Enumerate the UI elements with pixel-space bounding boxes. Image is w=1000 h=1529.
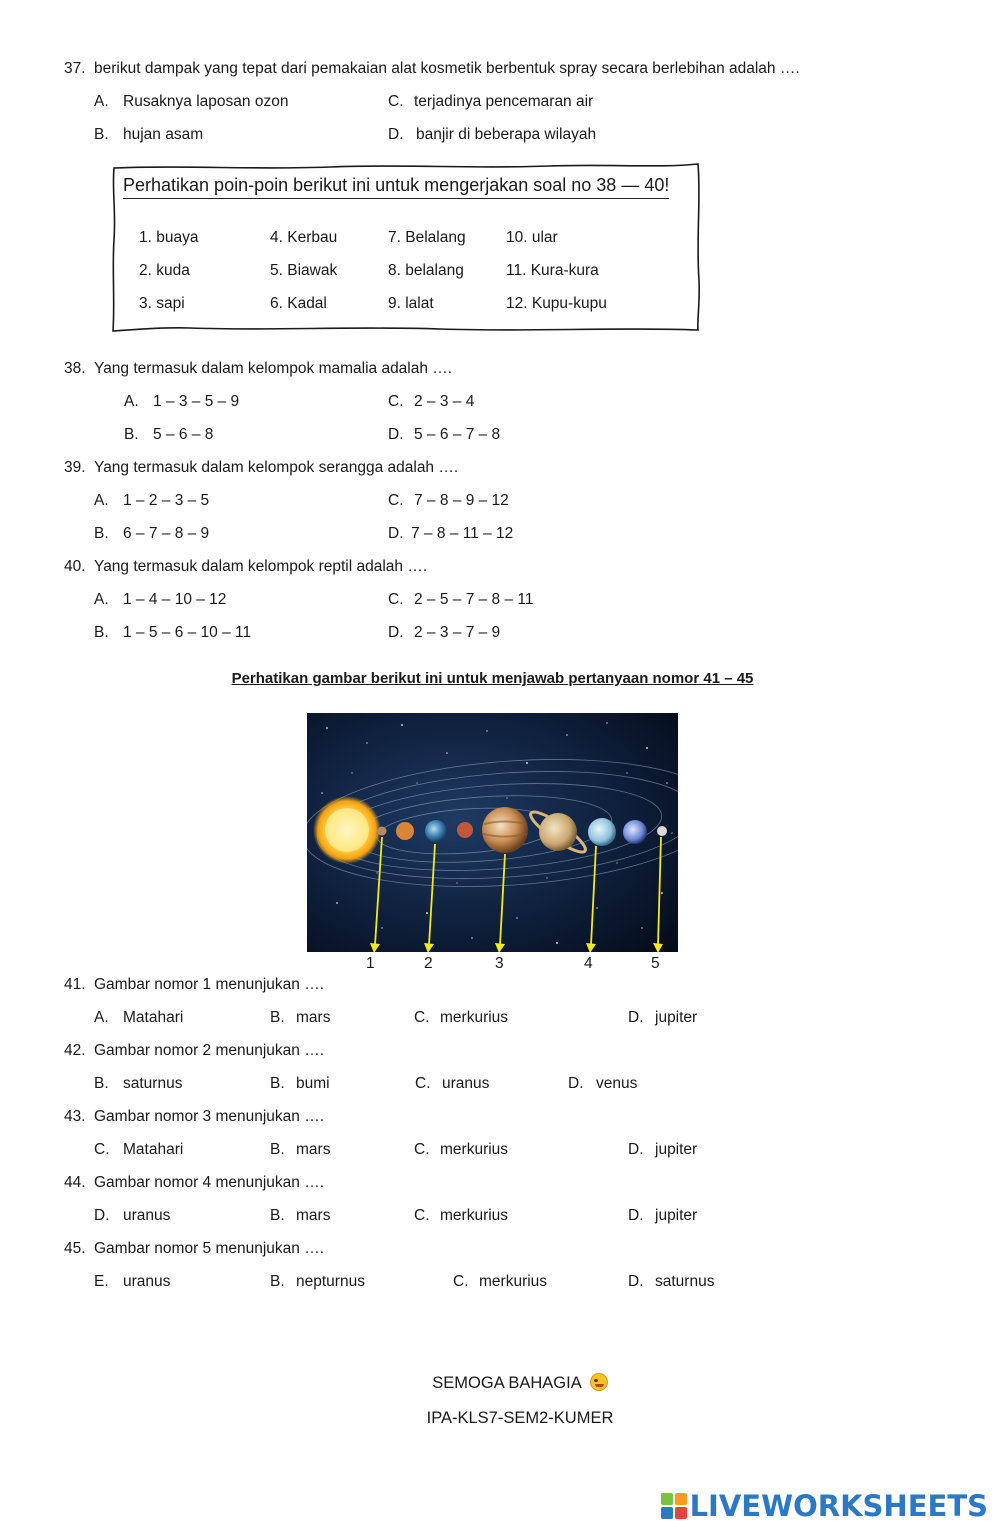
logo-grid-icon — [661, 1493, 687, 1519]
option-letter: C. — [388, 93, 404, 110]
option-text: terjadinya pencemaran air — [414, 93, 594, 110]
option-text: Rusaknya laposan ozon — [123, 93, 289, 110]
q39-option-c[interactable] — [388, 491, 509, 511]
option-letter: D. — [628, 1141, 644, 1158]
option-text: 7 – 8 – 9 – 12 — [414, 492, 509, 509]
option-text: merkurius — [479, 1273, 548, 1290]
option-text: saturnus — [655, 1273, 715, 1290]
solar-system-image — [307, 713, 678, 952]
q43-option-1[interactable] — [94, 1140, 183, 1160]
q42-number: 42. — [64, 1042, 86, 1059]
q41-option-d[interactable] — [628, 1008, 697, 1028]
q45-text: Gambar nomor 5 menunjukan …. — [94, 1240, 325, 1257]
option-letter: B. — [94, 525, 109, 542]
option-text: hujan asam — [123, 126, 204, 143]
greeting-text: SEMOGA BAHAGIA — [432, 1374, 582, 1392]
q41-number: 41. — [64, 976, 86, 993]
option-text: nepturnus — [296, 1273, 365, 1290]
q38-option-a[interactable] — [124, 392, 239, 412]
q43-option-3[interactable] — [414, 1140, 508, 1160]
option-letter: E. — [94, 1273, 109, 1290]
q40-number: 40. — [64, 558, 86, 575]
section-heading: Perhatikan gambar berikut ini untuk menjawab pertanyaan nomor 41 – 45 — [231, 670, 754, 687]
q43-option-4[interactable] — [628, 1140, 697, 1160]
option-text: 6 – 7 – 8 – 9 — [123, 525, 210, 542]
option-letter: D. — [628, 1207, 644, 1224]
option-text: mars — [296, 1207, 331, 1224]
option-letter: A. — [94, 93, 109, 110]
option-text: jupiter — [655, 1009, 698, 1026]
option-letter: D. — [388, 426, 404, 443]
option-letter: C. — [414, 1207, 430, 1224]
q41-text: Gambar nomor 1 menunjukan …. — [94, 976, 325, 993]
q45-option-4[interactable] — [628, 1272, 714, 1292]
q42-option-4[interactable] — [568, 1074, 637, 1094]
option-letter: D. — [628, 1273, 644, 1290]
option-letter: C. — [414, 1009, 430, 1026]
q40-option-c[interactable] — [388, 590, 534, 610]
legend-item: 10. ular — [506, 229, 558, 246]
option-text: 1 – 5 – 6 – 10 – 11 — [123, 624, 252, 641]
q39-option-d[interactable] — [388, 524, 513, 544]
legend-item: 9. lalat — [388, 295, 434, 312]
q43-number: 43. — [64, 1108, 86, 1125]
option-letter: C. — [94, 1141, 110, 1158]
q37-option-d[interactable] — [388, 125, 596, 145]
q45-option-3[interactable] — [453, 1272, 547, 1292]
option-letter: D. — [388, 525, 404, 542]
option-letter: B. — [270, 1273, 285, 1290]
option-letter: D. — [628, 1009, 644, 1026]
q42-option-1[interactable] — [94, 1074, 182, 1094]
legend-item: 12. Kupu-kupu — [506, 295, 607, 312]
option-letter: A. — [94, 492, 109, 509]
q41-option-a[interactable] — [94, 1008, 183, 1028]
option-letter: B. — [270, 1207, 285, 1224]
q41-option-b[interactable] — [270, 1008, 330, 1028]
option-text: 5 – 6 – 7 – 8 — [414, 426, 501, 443]
option-text: venus — [596, 1075, 638, 1092]
option-letter: B. — [270, 1075, 285, 1092]
option-letter: C. — [415, 1075, 431, 1092]
option-text: 2 – 3 – 7 – 9 — [414, 624, 501, 641]
q42-option-2[interactable] — [270, 1074, 330, 1094]
option-text: uranus — [123, 1207, 171, 1224]
q45-number: 45. — [64, 1240, 86, 1257]
q38-number: 38. — [64, 360, 86, 377]
option-letter: B. — [94, 1075, 109, 1092]
option-text: 7 – 8 – 11 – 12 — [411, 525, 514, 542]
option-text: 2 – 5 – 7 – 8 – 11 — [414, 591, 534, 608]
option-text: 1 – 3 – 5 – 9 — [153, 393, 240, 410]
q45-option-1[interactable] — [94, 1272, 170, 1292]
q37-number: 37. — [64, 60, 86, 77]
liveworksheets-logo[interactable] — [661, 1488, 988, 1524]
planet-label-3: 3 — [495, 955, 504, 972]
q44-option-1[interactable] — [94, 1206, 170, 1226]
q39-option-a[interactable] — [94, 491, 209, 511]
q40-text: Yang termasuk dalam kelompok reptil adalah …. — [94, 558, 428, 575]
option-letter: D. — [568, 1075, 584, 1092]
q44-number: 44. — [64, 1174, 86, 1191]
option-letter: B. — [94, 126, 109, 143]
option-text: jupiter — [655, 1141, 698, 1158]
legend-title: Perhatikan poin-poin berikut ini untuk mengerjakan soal no 38 — 40! — [123, 173, 669, 199]
option-text: mars — [296, 1141, 331, 1158]
legend-item: 7. Belalang — [388, 229, 466, 246]
q37-option-b[interactable] — [94, 125, 203, 145]
option-text: merkurius — [440, 1009, 509, 1026]
planet-label-5: 5 — [651, 955, 660, 972]
option-letter: D. — [388, 624, 404, 641]
option-text: merkurius — [440, 1141, 509, 1158]
option-letter: B. — [124, 426, 139, 443]
option-letter: C. — [453, 1273, 469, 1290]
legend-item: 8. belalang — [388, 262, 464, 279]
q44-option-4[interactable] — [628, 1206, 697, 1226]
option-letter: B. — [94, 624, 109, 641]
option-letter: B. — [270, 1009, 285, 1026]
q38-option-c[interactable] — [388, 392, 474, 412]
smile-emoji-icon — [590, 1373, 608, 1391]
q39-option-b[interactable] — [94, 524, 209, 544]
planet-label-4: 4 — [584, 955, 593, 972]
q39-number: 39. — [64, 459, 86, 476]
q39-text: Yang termasuk dalam kelompok serangga adalah …. — [94, 459, 459, 476]
option-text: banjir di beberapa wilayah — [416, 126, 597, 143]
legend-item: 6. Kadal — [270, 295, 327, 312]
q37-option-a[interactable] — [94, 92, 288, 112]
q43-option-2[interactable] — [270, 1140, 330, 1160]
q37-option-c[interactable] — [388, 92, 593, 112]
option-letter: C. — [414, 1141, 430, 1158]
option-letter: C. — [388, 393, 404, 410]
q38-text: Yang termasuk dalam kelompok mamalia adalah …. — [94, 360, 453, 377]
q38-option-b[interactable] — [124, 425, 213, 445]
legend-item: 11. Kura-kura — [506, 262, 599, 279]
q40-option-a[interactable] — [94, 590, 226, 610]
footer-code: IPA-KLS7-SEM2-KUMER — [426, 1409, 614, 1427]
q37-text: berikut dampak yang tepat dari pemakaian alat kosmetik berbentuk spray secara berlebihan adalah …. — [94, 60, 800, 77]
option-letter: B. — [270, 1141, 285, 1158]
option-letter: D. — [94, 1207, 110, 1224]
q45-option-2[interactable] — [270, 1272, 365, 1292]
option-letter: A. — [124, 393, 139, 410]
legend-item: 1. buaya — [139, 229, 199, 246]
option-text: jupiter — [655, 1207, 698, 1224]
option-text: Matahari — [123, 1009, 184, 1026]
q40-option-b[interactable] — [94, 623, 251, 643]
option-letter: C. — [388, 591, 404, 608]
option-text: merkurius — [440, 1207, 509, 1224]
option-text: 1 – 4 – 10 – 12 — [123, 591, 227, 608]
option-text: 1 – 2 – 3 – 5 — [123, 492, 210, 509]
option-text: saturnus — [123, 1075, 183, 1092]
option-text: Matahari — [123, 1141, 184, 1158]
q44-text: Gambar nomor 4 menunjukan …. — [94, 1174, 325, 1191]
q44-option-2[interactable] — [270, 1206, 330, 1226]
option-letter: C. — [388, 492, 404, 509]
legend-item: 4. Kerbau — [270, 229, 338, 246]
option-text: mars — [296, 1009, 331, 1026]
option-letter: D. — [388, 126, 404, 143]
q42-text: Gambar nomor 2 menunjukan …. — [94, 1042, 325, 1059]
legend-item: 3. sapi — [139, 295, 185, 312]
option-text: 2 – 3 – 4 — [414, 393, 475, 410]
option-letter: A. — [94, 591, 109, 608]
footer-greeting — [0, 1372, 1000, 1394]
option-letter: A. — [94, 1009, 109, 1026]
q43-text: Gambar nomor 3 menunjukan …. — [94, 1108, 325, 1125]
q38-option-d[interactable] — [388, 425, 500, 445]
q40-option-d[interactable] — [388, 623, 500, 643]
q42-option-3[interactable] — [415, 1074, 489, 1094]
option-text: 5 – 6 – 8 — [153, 426, 214, 443]
planet-label-1: 1 — [366, 955, 375, 972]
option-text: uranus — [123, 1273, 171, 1290]
legend-item: 5. Biawak — [270, 262, 338, 279]
option-text: bumi — [296, 1075, 330, 1092]
q44-option-3[interactable] — [414, 1206, 508, 1226]
planet-label-2: 2 — [424, 955, 433, 972]
logo-text: LIVEWORKSHEETS — [689, 1489, 988, 1523]
q41-option-c[interactable] — [414, 1008, 508, 1028]
legend-item: 2. kuda — [139, 262, 190, 279]
option-text: uranus — [442, 1075, 490, 1092]
